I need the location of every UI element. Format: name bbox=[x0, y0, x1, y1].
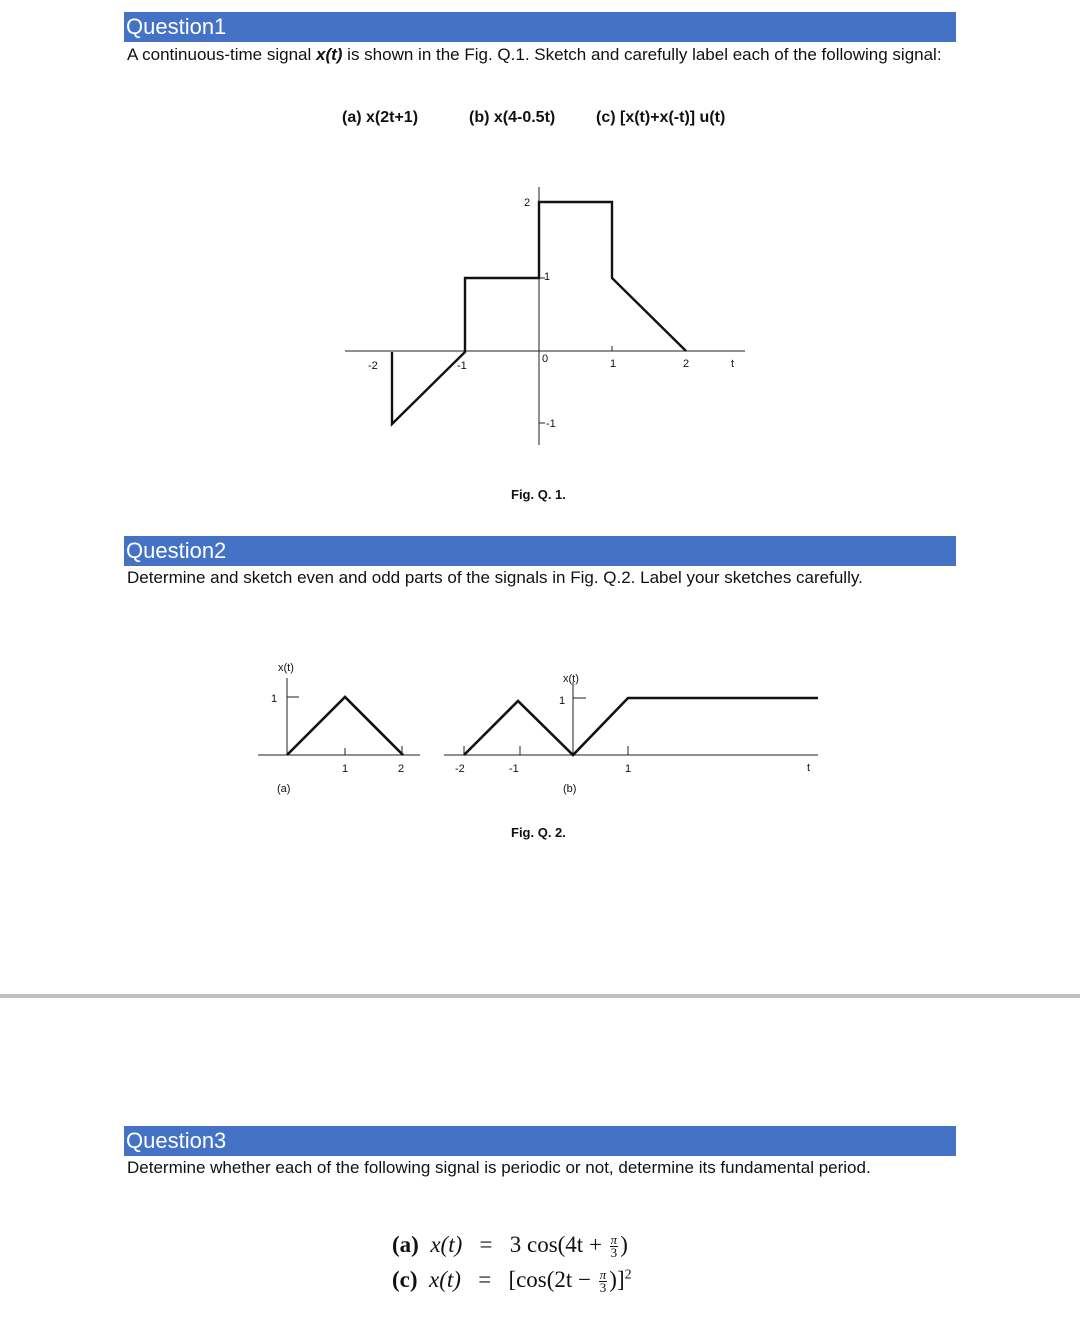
equation-c-equals: = bbox=[478, 1267, 492, 1292]
q1-xtick-0: 0 bbox=[542, 353, 549, 365]
equation-a-lhs: x(t) bbox=[430, 1232, 463, 1257]
q2a-xtick-1: 1 bbox=[342, 763, 349, 775]
q2a-ytick-1: 1 bbox=[271, 693, 278, 705]
question2-text: Determine and sketch even and odd parts of the signals in Fig. Q.2. Label your sketches carefully. bbox=[127, 568, 863, 587]
equation-c-power: 2 bbox=[624, 1267, 632, 1283]
subpart-a: (a) x(2t+1) bbox=[342, 109, 419, 126]
q2a-label: (a) bbox=[277, 783, 291, 795]
q1-xtick-2: 2 bbox=[683, 358, 690, 370]
q2b-t-label: t bbox=[807, 762, 811, 774]
equation-a: (a) x(t) = 3 cos(4t + $\frac{\pi}{3}$ ) bbox=[392, 1232, 628, 1261]
equation-c: (c) x(t) = [cos(2t − $\frac{\pi}{3}$ )]$^2$ bbox=[392, 1267, 632, 1296]
q2b-xtick-neg2: -2 bbox=[455, 763, 465, 775]
question1-text: A continuous-time signal x(t) is shown in the Fig. Q.1. Sketch and carefully label each of the following signal: bbox=[127, 45, 942, 64]
q1-t-label: t bbox=[731, 358, 735, 370]
equation-c-fraction: $\frac{\pi}{3}$ bbox=[599, 1267, 607, 1296]
question3-header: Question3 bbox=[124, 1126, 956, 1156]
equation-a-equals: = bbox=[479, 1232, 493, 1257]
equation-c-label: (c) bbox=[392, 1267, 418, 1292]
q1-xtick-1: 1 bbox=[610, 358, 617, 370]
equation-a-label: (a) bbox=[392, 1232, 419, 1257]
equation-a-fraction: $\frac{\pi}{3}$ bbox=[610, 1232, 618, 1261]
equation-a-body: 3 cos(4t + bbox=[509, 1232, 608, 1257]
figure-q1-caption: Fig. Q. 1. bbox=[511, 487, 566, 502]
equation-c-lhs: x(t) bbox=[429, 1267, 461, 1292]
page-separator bbox=[0, 994, 1080, 998]
question2-header: Question2 bbox=[124, 536, 956, 566]
question1-header: Question1 bbox=[124, 12, 956, 42]
q1-xtick-neg1: -1 bbox=[457, 360, 467, 372]
q2b-signal bbox=[464, 698, 818, 755]
q2a-xtick-2: 2 bbox=[398, 763, 405, 775]
question3-text: Determine whether each of the following signal is periodic or not, determine its fundamental period. bbox=[127, 1158, 871, 1177]
q2a-ylabel: x(t) bbox=[278, 662, 294, 674]
q2b-xtick-neg1: -1 bbox=[509, 763, 519, 775]
q2b-ylabel: x(t) bbox=[563, 673, 579, 685]
subpart-c: (c) [x(t)+x(-t)] u(t) bbox=[596, 109, 726, 126]
q1-xtick-neg2: -2 bbox=[368, 360, 378, 372]
equation-c-body: [cos(2t − bbox=[508, 1267, 597, 1292]
q1-ytick-neg1: -1 bbox=[546, 418, 556, 430]
figure-q2-caption: Fig. Q. 2. bbox=[511, 825, 566, 840]
q1-ytick-2: 2 bbox=[524, 197, 531, 209]
q2b-xtick-1: 1 bbox=[625, 763, 632, 775]
q2b-label: (b) bbox=[563, 783, 577, 795]
subpart-b: (b) x(4-0.5t) bbox=[469, 109, 556, 126]
q2a-signal bbox=[287, 697, 403, 755]
q1-ytick-1: 1 bbox=[544, 271, 551, 283]
q2b-ytick-1: 1 bbox=[559, 695, 566, 707]
